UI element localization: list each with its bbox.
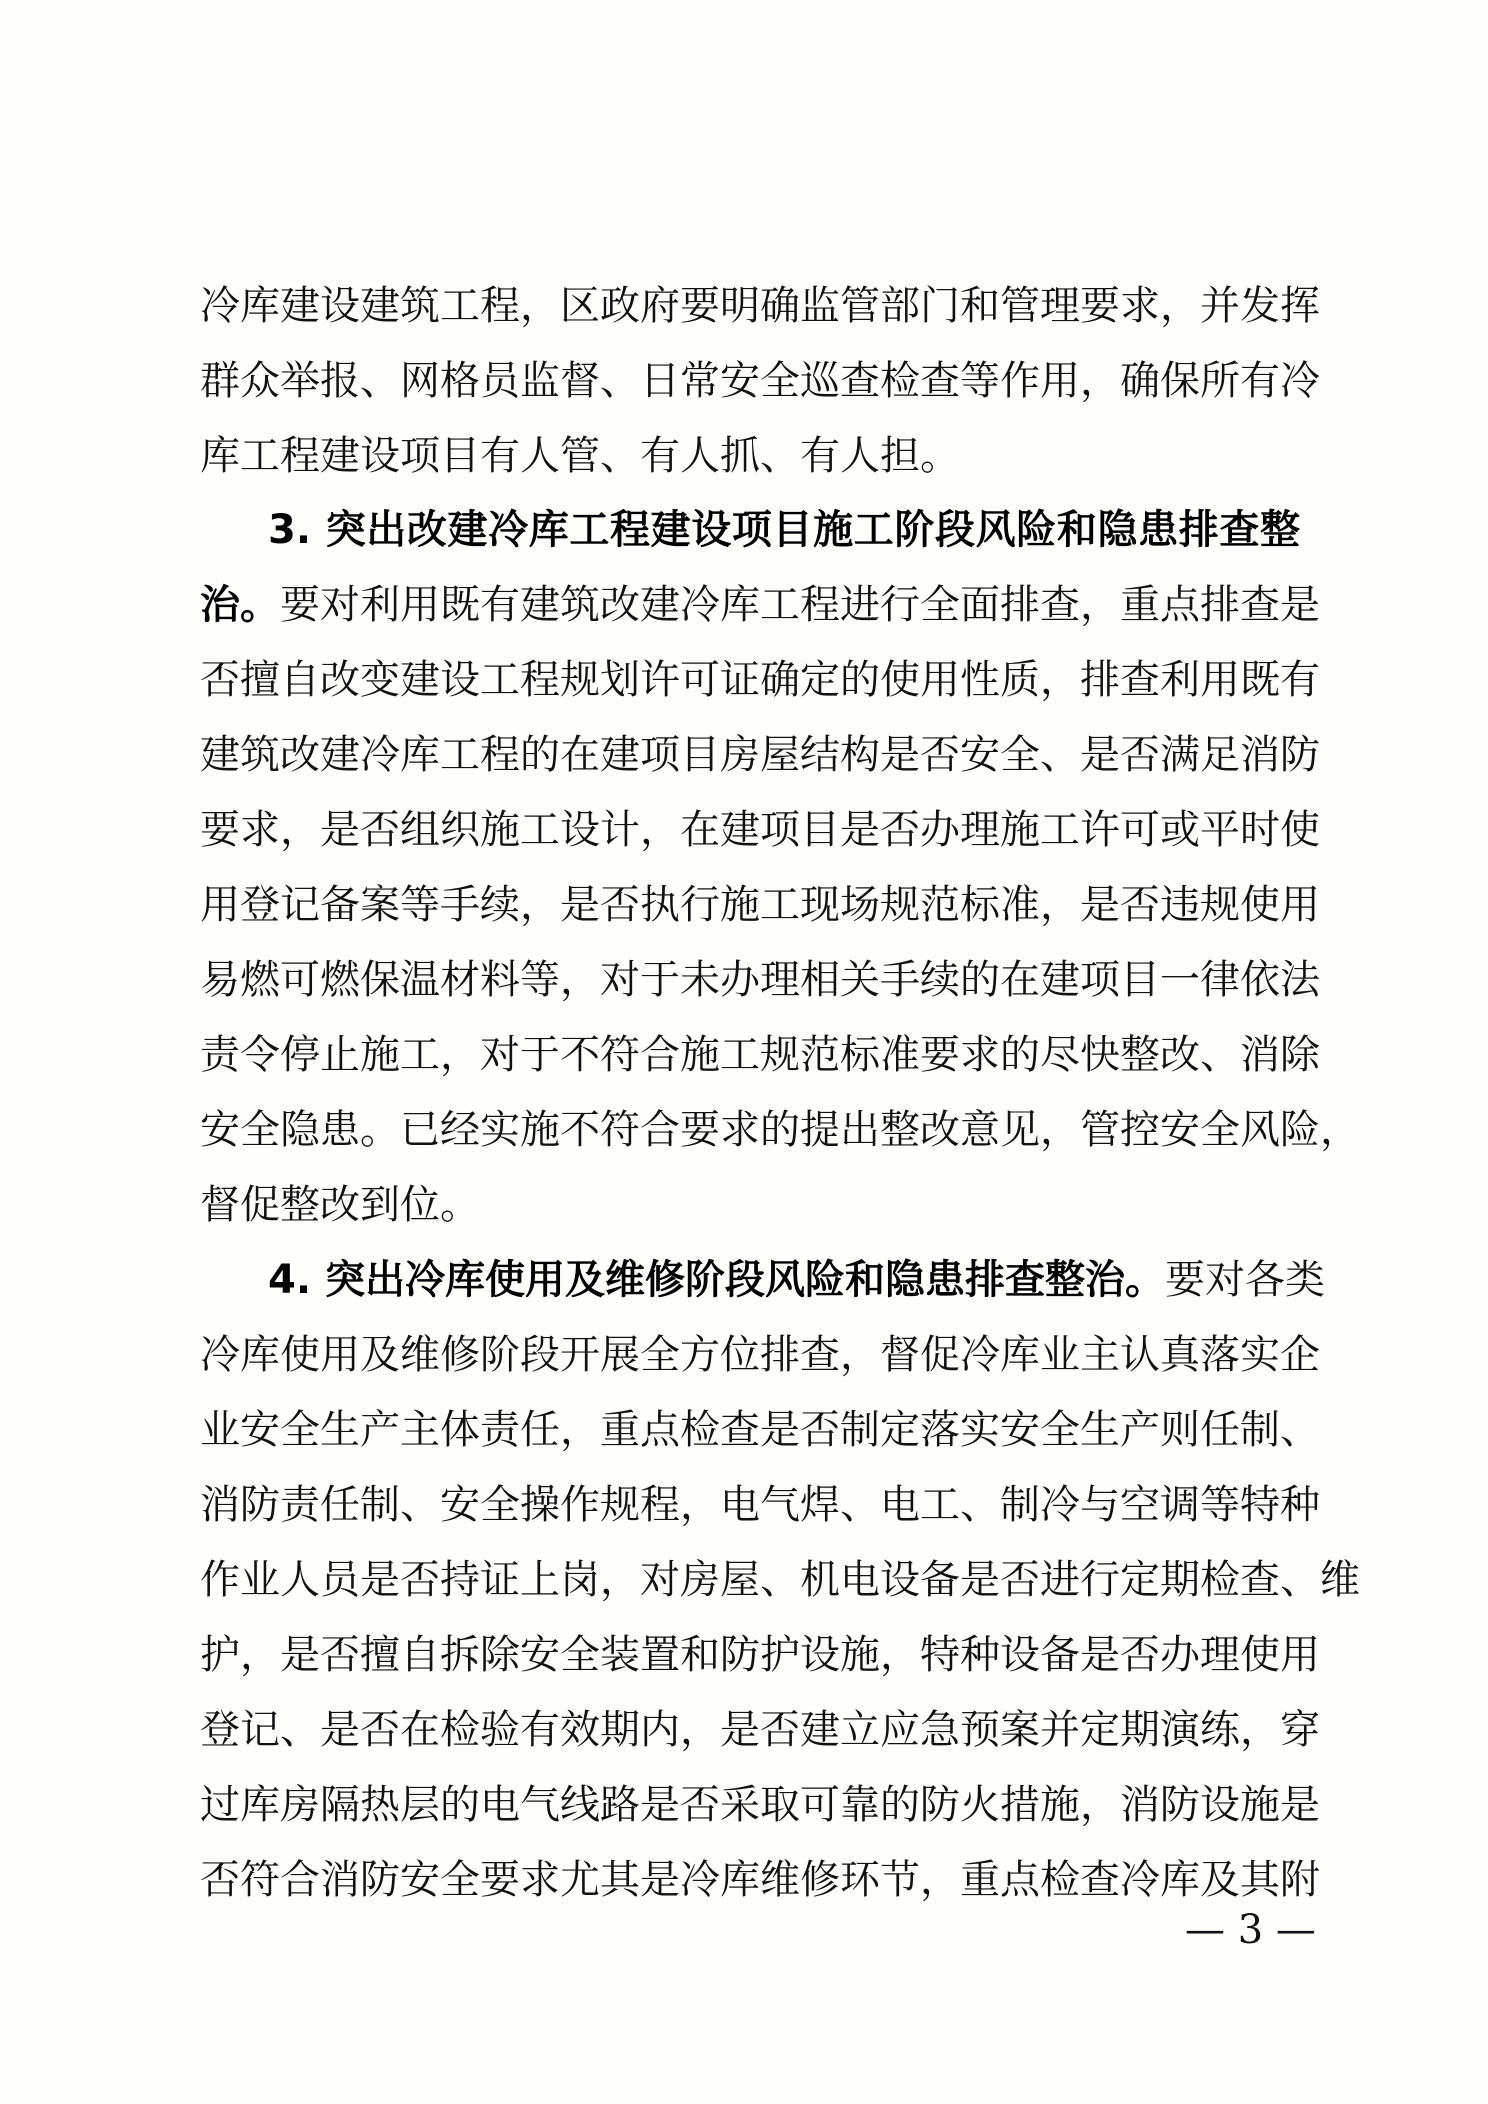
paragraph-line: 否符合消防安全要求尤其是冷库维修环节，重点检查冷库及其附	[200, 1857, 1320, 1903]
paragraph-line: 安全隐患。已经实施不符合要求的提出整改意见，管控安全风险，	[200, 1107, 1360, 1153]
paragraph-line: 用登记备案等手续，是否执行施工现场规范标准，是否违规使用	[200, 882, 1320, 928]
item3-body-start: 要对利用既有建筑改建冷库工程进行全面排查，重点排查是	[280, 582, 1320, 628]
item3-heading-end: 治。	[200, 582, 280, 628]
item3-heading: 3. 突出改建冷库工程建设项目施工阶段风险和隐患排查整	[268, 507, 1300, 553]
paragraph-line: 督促整改到位。	[200, 1182, 480, 1228]
item3-heading-continuation	[200, 575, 1320, 635]
paragraph-line: 护，是否擅自拆除安全装置和防护设施，特种设备是否办理使用	[200, 1632, 1320, 1678]
paragraph-line: 冷库使用及维修阶段开展全方位排查，督促冷库业主认真落实企	[200, 1332, 1320, 1378]
paragraph-line: 作业人员是否持证上岗，对房屋、机电设备是否进行定期检查、维	[200, 1557, 1360, 1603]
paragraph-line: 消防责任制、安全操作规程，电气焊、电工、制冷与空调等特种	[200, 1482, 1320, 1528]
page-number: — 3 —	[1185, 1907, 1316, 1953]
paragraph-line: 登记、是否在检验有效期内，是否建立应急预案并定期演练，穿	[200, 1707, 1320, 1753]
paragraph-line: 否擅自改变建设工程规划许可证确定的使用性质，排查利用既有	[200, 657, 1320, 703]
paragraph-line: 建筑改建冷库工程的在建项目房屋结构是否安全、是否满足消防	[200, 732, 1320, 778]
paragraph-line: 要求，是否组织施工设计，在建项目是否办理施工许可或平时使	[200, 807, 1320, 853]
paragraph-line: 库工程建设项目有人管、有人抓、有人担。	[200, 433, 960, 479]
paragraph-line: 群众举报、网格员监督、日常安全巡查检查等作用，确保所有冷	[200, 358, 1320, 404]
paragraph-line: 过库房隔热层的电气线路是否采取可靠的防火措施，消防设施是	[200, 1782, 1320, 1828]
item4-heading-line	[268, 1250, 1325, 1310]
paragraph-line: 冷库建设建筑工程，区政府要明确监管部门和管理要求，并发挥	[200, 283, 1320, 329]
paragraph-line: 业安全生产主体责任，重点检查是否制定落实安全生产则任制、	[200, 1407, 1320, 1453]
paragraph-line: 责令停止施工，对于不符合施工规范标准要求的尽快整改、消除	[200, 1032, 1320, 1078]
item4-body-start: 要对各类	[1164, 1257, 1325, 1303]
item4-heading: 4. 突出冷库使用及维修阶段风险和隐患排查整治。	[268, 1257, 1165, 1303]
paragraph-line: 易燃可燃保温材料等，对于未办理相关手续的在建项目一律依法	[200, 957, 1320, 1003]
